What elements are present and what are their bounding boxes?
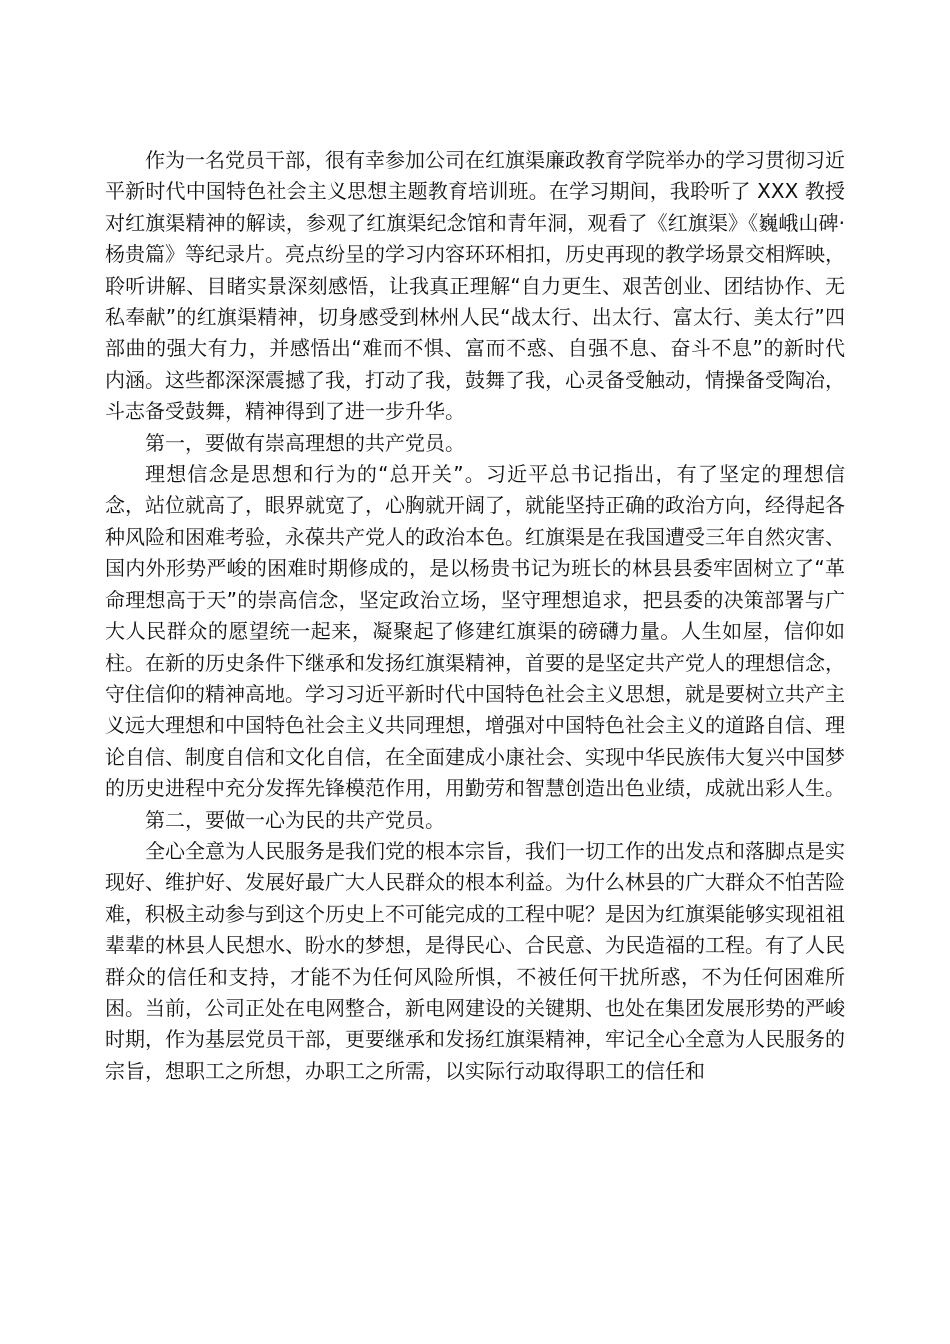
section-heading-second: 第二，要做一心为民的共产党员。 (145, 807, 445, 832)
document-body (105, 145, 845, 1087)
section-heading-first: 第一，要做有崇高理想的共产党员。 (145, 430, 465, 455)
section-first-paragraph: 理想信念是思想和行为的“总开关”。习近平总书记指出，有了坚定的理想信念，站位就高了，眼界就宽了，心胸就开阔了，就能坚持正确的政治方向，经得起各种风险和困难考验，永葆共产党人的政治本色。红旗渠是在我国遭受三年自然灾害、国内外形势严峻的困难时期修成的，是以杨贵书记为班长的林县县委牢固树立了“革命理想高于天”的崇高信念，坚定政治立场，坚守理想追求，把县委的决策部署与广大人民群众的愿望统一起来，凝聚起了修建红旗渠的磅礴力量。人生如屋，信仰如柱。在新的历史条件下继承和发扬红旗渠精神，首要的是坚定共产党人的理想信念，守住信仰的精神高地。学习习近平新时代中国特色社会主义思想，就是要树立共产主义远大理想和中国特色社会主义共同理想，增强对中国特色社会主义的道路自信、理论自信、制度自信和文化自信，在全面建成小康社会、实现中华民族伟大复兴中国梦的历史进程中充分发挥先锋模范作用，用勤劳和智慧创造出色业绩，成就出彩人生。 (105, 462, 845, 801)
intro-paragraph: 作为一名党员干部，很有幸参加公司在红旗渠廉政教育学院举办的学习贯彻习近平新时代中国特色社会主义思想主题教育培训班。在学习期间，我聆听了 XXX 教授对红旗渠精神的解读，参观了红旗渠纪念馆和青年洞，观看了《红旗渠》《巍峨山碑·杨贵篇》等纪录片。亮点纷呈的学习内容环环相扣，历史再现的教学场景交相辉映，聆听讲解、目睹实景深刻感悟，让我真正理解“自力更生、艰苦创业、团结协作、无私奉献”的红旗渠精神，切身感受到林州人民“战太行、出太行、富太行、美太行”四部曲的强大有力，并感悟出“难而不惧、富而不惑、自强不息、奋斗不息”的新时代内涵。这些都深深震撼了我，打动了我，鼓舞了我，心灵备受触动，情操备受陶冶，斗志备受鼓舞，精神得到了进一步升华。 (105, 148, 845, 424)
section-second-paragraph: 全心全意为人民服务是我们党的根本宗旨，我们一切工作的出发点和落脚点是实现好、维护好、发展好最广大人民群众的根本利益。为什么林县的广大群众不怕苦险难，积极主动参与到这个历史上不可能完成的工程中呢？是因为红旗渠能够实现祖祖辈辈的林县人民想水、盼水的梦想，是得民心、合民意、为民造福的工程。有了人民群众的信任和支持，才能不为任何风险所惧，不被任何干扰所惑，不为任何困难所困。当前，公司正处在电网整合，新电网建设的关键期、也处在集团发展形势的严峻时期，作为基层党员干部，更要继承和发扬红旗渠精神，牢记全心全意为人民服务的宗旨，想职工之所想，办职工之所需，以实际行动取得职工的信任和 (105, 838, 845, 1083)
